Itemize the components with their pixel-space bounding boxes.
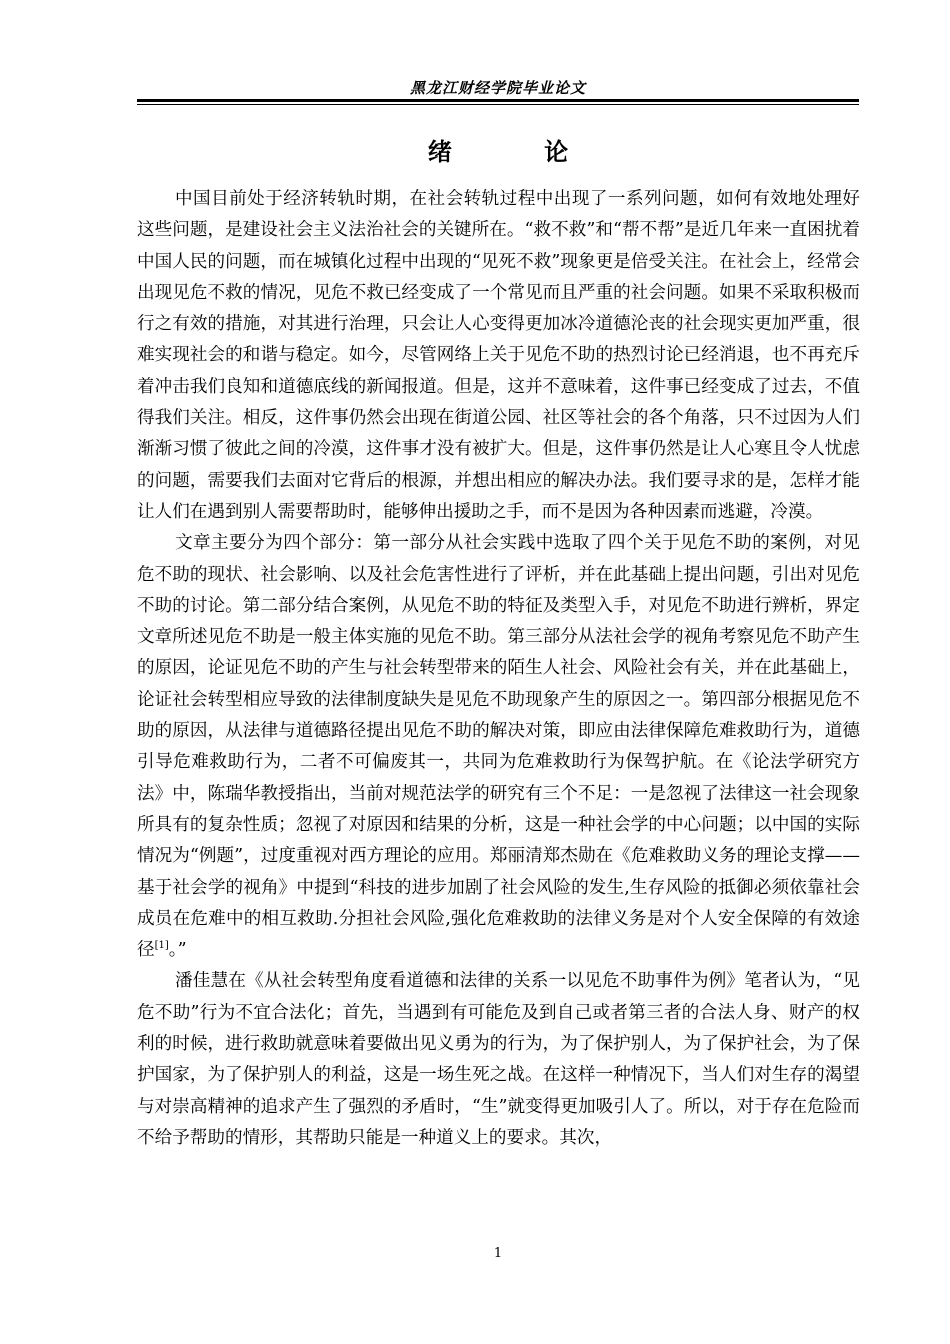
page-number: 1 bbox=[493, 1246, 503, 1261]
paragraph-3-text: 潘佳慧在《从社会转型角度看道德和法律的关系一以见危不助事件为例》笔者认为，“见危不助”行为不宜合法化；首先，当遇到有可能危及到自己或者第三者的合法人身、财产的权利的时候，进行救助就意味着要做出见义勇为的行为，为了保护别人，为了保护社会，为了保护国家，为了保护别人的利益，这是一场生死之战。在这样一种情况下，当人们对生存的渴望与对崇高精神的追求产生了强烈的矛盾时，“生”就变得更加吸引人了。所以，对于存在危险而不给予帮助的情形，其帮助只能是一种道义上的要求。其次， bbox=[137, 971, 860, 1148]
body-text bbox=[137, 184, 860, 1154]
header-rule-thick bbox=[137, 99, 859, 102]
paragraph-3 bbox=[137, 966, 860, 1154]
paragraph-2-text: 文章主要分为四个部分：第一部分从社会实践中选取了四个关于见危不助的案例，对见危不助的现状、社会影响、以及社会危害性进行了评析，并在此基础上提出问题，引出对见危不助的讨论。第二部分结合案例，从见危不助的特征及类型入手，对见危不助进行辨析，界定文章所述见危不助是一般主体实施的见危不助。第三部分从法社会学的视角考察见危不助产生的原因，论证见危不助的产生与社会转型带来的陌生人社会、风险社会有关，并在此基础上，论证社会转型相应导致的法律制度缺失是见危不助现象产生的原因之一。第四部分根据见危不助的原因，从法律与道德路径提出见危不助的解决对策，即应由法律保障危难救助行为，道德引导危难救助行为，二者不可偏废其一，共同为危难救助行为保驾护航。在《论法学研究方法》中，陈瑞华教授指出，当前对规范法学的研究有三个不足：一是忽视了法律这一社会现象所具有的复杂性质；忽视了对原因和结果的分析，这是一种社会学的中心问题；以中国的实际情况为“例题”，过度重视对西方理论的应用。郑丽清郑杰勋在《危难救助义务的理论支撑——基于社会学的视角》中提到“科技的进步加剧了社会风险的发生,生存风险的抵御必须依靠社会成员在危难中的相互救助.分担社会风险,强化危难救助的法律义务是对个人安全保障的有效途径 bbox=[137, 533, 860, 961]
paragraph-1 bbox=[137, 184, 860, 528]
header-rule-thin bbox=[137, 104, 859, 105]
chapter-title: 绪 论 bbox=[427, 138, 611, 166]
paragraph-2-closing: 。” bbox=[168, 940, 187, 961]
paragraph-1-text: 中国目前处于经济转轨时期，在社会转轨过程中出现了一系列问题，如何有效地处理好这些问题，是建设社会主义法治社会的关键所在。“救不救”和“帮不帮”是近几年来一直困扰着中国人民的问题，而在城镇化过程中出现的“见死不救”现象更是倍受关注。在社会上，经常会出现见危不救的情况，见危不救已经变成了一个常见而且严重的社会问题。如果不采取积极而行之有效的措施，对其进行治理，只会让人心变得更加冰冷道德沦丧的社会现实更加严重，很难实现社会的和谐与稳定。如今，尽管网络上关于见危不助的热烈讨论已经消退，也不再充斥着冲击我们良知和道德底线的新闻报道。但是，这并不意味着，这件事已经变成了过去，不值得我们关注。相反，这件事仍然会出现在街道公园、社区等社会的各个角落，只不过因为人们渐渐习惯了彼此之间的冷漠，这件事才没有被扩大。但是，这件事仍然是让人心寒且令人忧虑的问题，需要我们去面对它背后的根源，并想出相应的解决办法。我们要寻求的是，怎样才能让人们在遇到别人需要帮助时，能够伸出援助之手，而不是因为各种因素而逃避，冷漠。 bbox=[137, 189, 860, 522]
page-header: 黑龙江财经学院毕业论文 bbox=[409, 79, 586, 97]
paragraph-2 bbox=[137, 528, 860, 966]
citation-marker: [1] bbox=[154, 940, 169, 952]
